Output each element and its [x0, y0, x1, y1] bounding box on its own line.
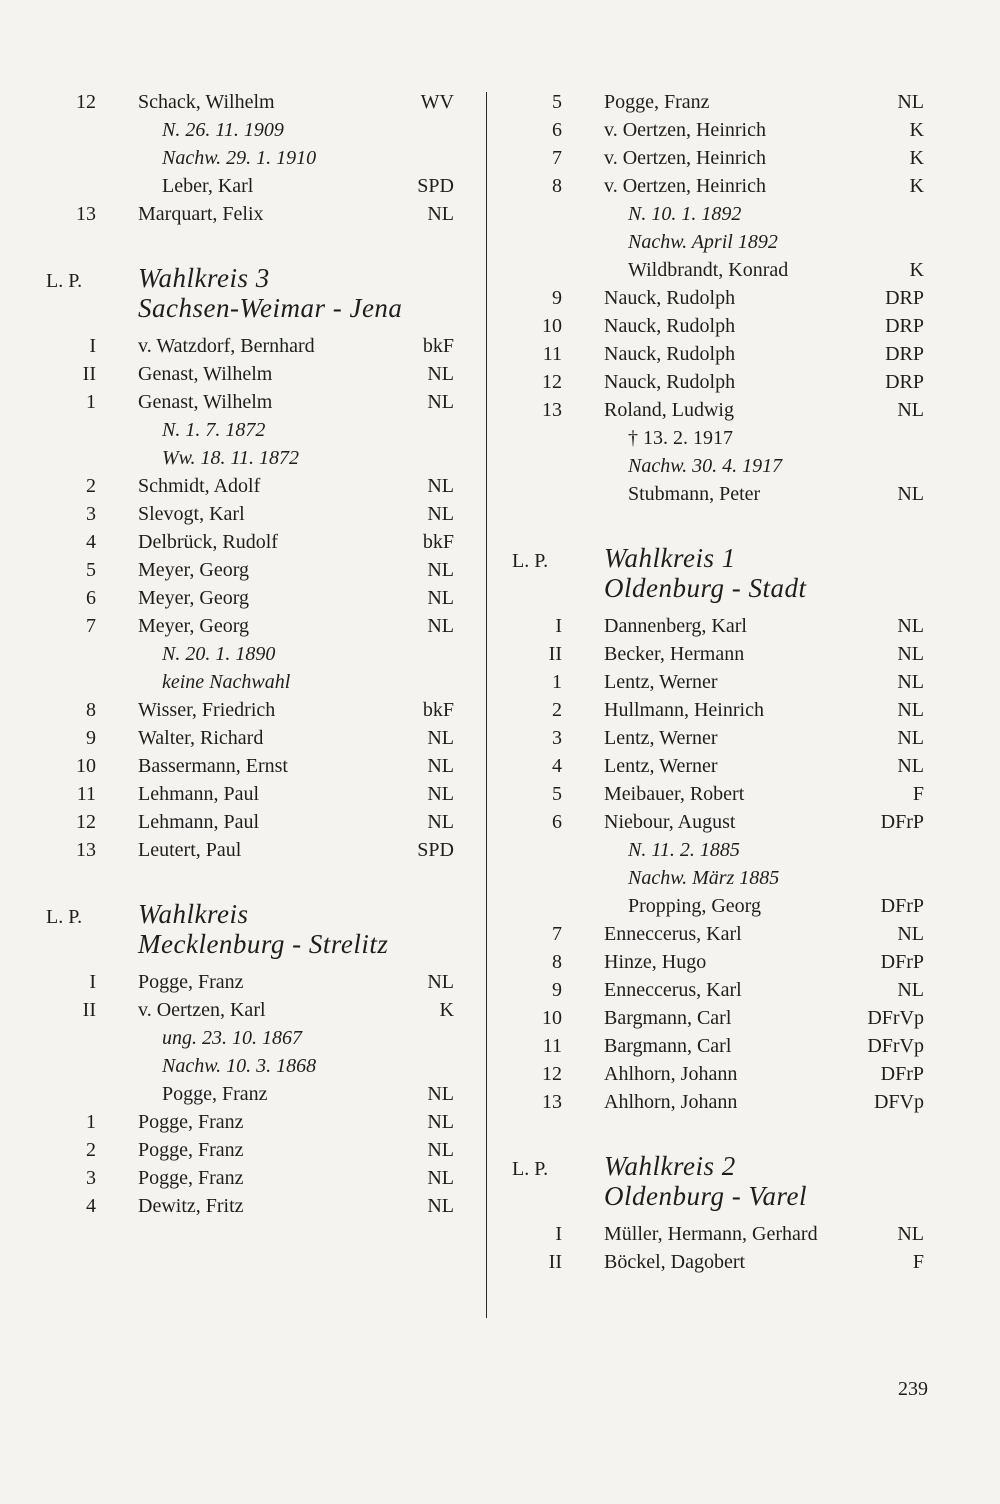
period-number: 2 [552, 699, 562, 721]
party-label: K [439, 999, 454, 1021]
period-number: 12 [542, 1063, 562, 1085]
table-row [40, 968, 470, 996]
period-number: 9 [552, 979, 562, 1001]
period-number: 4 [86, 531, 96, 553]
member-name: Lentz, Werner [604, 727, 718, 749]
member-name: Pogge, Franz [162, 1083, 268, 1105]
note-text: Nachw. 30. 4. 1917 [628, 455, 783, 477]
period-number: 6 [86, 587, 96, 609]
table-row [40, 752, 470, 780]
member-name: v. Oertzen, Heinrich [604, 119, 766, 141]
member-name: Meyer, Georg [138, 559, 250, 581]
period-number: 5 [86, 559, 96, 581]
member-name: Walter, Richard [138, 727, 264, 749]
party-label: F [912, 783, 924, 805]
right-column [506, 88, 936, 1276]
party-label: bkF [422, 335, 454, 357]
member-name: Hinze, Hugo [604, 951, 707, 973]
period-number: 8 [552, 951, 562, 973]
party-label: WV [420, 91, 454, 113]
constituency-region: Mecklenburg - Strelitz [138, 929, 389, 959]
constituency-title: Wahlkreis 1 [604, 543, 736, 573]
table-row [506, 1220, 936, 1248]
period-number: I [89, 971, 96, 993]
period-number: 10 [76, 755, 96, 777]
member-name: Nauck, Rudolph [604, 371, 736, 393]
table-row [506, 480, 936, 508]
table-row [506, 284, 936, 312]
period-number: I [89, 335, 96, 357]
table-row [40, 584, 470, 612]
period-number: 5 [552, 783, 562, 805]
member-name: Slevogt, Karl [138, 503, 245, 525]
member-name: Lehmann, Paul [138, 783, 260, 805]
member-name: Meibauer, Robert [604, 783, 745, 805]
period-number: II [82, 999, 96, 1021]
table-row [40, 1080, 470, 1108]
period-number: 12 [76, 91, 96, 113]
member-name: Leutert, Paul [138, 839, 242, 861]
period-number: 9 [552, 287, 562, 309]
member-name: Marquart, Felix [138, 203, 264, 225]
note-text: N. 10. 1. 1892 [628, 203, 742, 225]
party-label: NL [427, 1083, 454, 1105]
period-number: I [555, 615, 562, 637]
party-label: DFrVp [867, 1007, 924, 1029]
table-row [506, 424, 936, 452]
party-label: DFrP [880, 895, 924, 917]
period-number: 9 [86, 727, 96, 749]
period-number: 8 [86, 699, 96, 721]
period-number: 3 [552, 727, 562, 749]
party-label: NL [897, 91, 924, 113]
member-name: Enneccerus, Karl [604, 923, 742, 945]
party-label: NL [427, 971, 454, 993]
member-name: Hullmann, Heinrich [604, 699, 764, 721]
spacer [506, 508, 936, 536]
member-name: Genast, Wilhelm [138, 363, 273, 385]
table-row [506, 116, 936, 144]
member-name: Wildbrandt, Konrad [628, 259, 789, 281]
table-row [40, 1192, 470, 1220]
member-name: Dannenberg, Karl [604, 615, 747, 637]
party-label: NL [427, 363, 454, 385]
period-number: 10 [542, 315, 562, 337]
party-label: NL [897, 699, 924, 721]
table-row [40, 612, 470, 640]
member-name: Stubmann, Peter [628, 483, 761, 505]
table-row [40, 1164, 470, 1192]
table-row [40, 200, 470, 228]
table-row [40, 780, 470, 808]
member-name: Pogge, Franz [138, 971, 244, 993]
member-name: Meyer, Georg [138, 587, 250, 609]
table-row [506, 892, 936, 920]
table-row [40, 1108, 470, 1136]
table-row [506, 256, 936, 284]
member-name: v. Watzdorf, Bernhard [138, 335, 315, 357]
header-lp-label: L. P. [512, 550, 549, 572]
table-row [506, 948, 936, 976]
table-row [40, 360, 470, 388]
period-number: 12 [542, 371, 562, 393]
party-label: DFrVp [867, 1035, 924, 1057]
table-row [506, 976, 936, 1004]
member-name: Bassermann, Ernst [138, 755, 288, 777]
header-lp-label: L. P. [46, 906, 83, 928]
member-name: Nauck, Rudolph [604, 287, 736, 309]
member-name: Ahlhorn, Johann [604, 1063, 738, 1085]
member-name: Propping, Georg [628, 895, 761, 917]
period-number: 2 [86, 1139, 96, 1161]
party-label: DRP [885, 343, 924, 365]
party-label: NL [427, 203, 454, 225]
constituency-header [40, 900, 470, 960]
member-name: Delbrück, Rudolf [138, 531, 278, 553]
page-number: 239 [898, 1378, 928, 1400]
party-label: NL [897, 615, 924, 637]
member-name: Leber, Karl [162, 175, 254, 197]
table-row [40, 696, 470, 724]
table-row [40, 472, 470, 500]
member-name: Lentz, Werner [604, 755, 718, 777]
table-row [506, 836, 936, 864]
table-row [506, 1060, 936, 1088]
period-number: 12 [76, 811, 96, 833]
party-label: F [912, 1251, 924, 1273]
member-name: Böckel, Dagobert [604, 1251, 746, 1273]
period-number: 10 [542, 1007, 562, 1029]
table-row [506, 1248, 936, 1276]
party-label: NL [897, 979, 924, 1001]
period-number: 11 [76, 783, 96, 805]
party-label: NL [897, 643, 924, 665]
constituency-header [40, 264, 470, 324]
member-name: Müller, Hermann, Gerhard [604, 1223, 818, 1245]
party-label: NL [427, 475, 454, 497]
party-label: bkF [422, 531, 454, 553]
constituency-title: Wahlkreis [138, 899, 249, 929]
party-label: NL [897, 923, 924, 945]
table-row [506, 144, 936, 172]
member-name: Nauck, Rudolph [604, 315, 736, 337]
period-number: 8 [552, 175, 562, 197]
table-row [40, 668, 470, 696]
table-row [506, 640, 936, 668]
constituency-header [506, 1152, 936, 1212]
table-row [40, 836, 470, 864]
note-text: Nachw. 29. 1. 1910 [162, 147, 317, 169]
table-row [40, 88, 470, 116]
party-label: NL [897, 671, 924, 693]
constituency-header [506, 544, 936, 604]
table-row [506, 368, 936, 396]
period-number: 11 [542, 343, 562, 365]
member-name: Pogge, Franz [138, 1139, 244, 1161]
spacer [40, 864, 470, 892]
party-label: SPD [417, 175, 454, 197]
member-name: Dewitz, Fritz [138, 1195, 244, 1217]
party-label: DRP [885, 287, 924, 309]
table-row [506, 612, 936, 640]
party-label: DRP [885, 315, 924, 337]
period-number: 6 [552, 119, 562, 141]
constituency-title: Wahlkreis 2 [604, 1151, 736, 1181]
member-name: v. Oertzen, Heinrich [604, 175, 766, 197]
period-number: 4 [86, 1195, 96, 1217]
party-label: NL [427, 811, 454, 833]
member-name: Bargmann, Carl [604, 1035, 732, 1057]
table-row [506, 920, 936, 948]
note-text: N. 11. 2. 1885 [628, 839, 740, 861]
party-label: DFVp [873, 1091, 924, 1113]
period-number: 7 [552, 923, 562, 945]
table-row [506, 312, 936, 340]
period-number: II [548, 643, 562, 665]
member-name: Lehmann, Paul [138, 811, 260, 833]
period-number: 1 [86, 391, 96, 413]
party-label: NL [427, 1195, 454, 1217]
period-number: 13 [76, 839, 96, 861]
party-label: NL [427, 1139, 454, 1161]
member-name: v. Oertzen, Karl [138, 999, 266, 1021]
party-label: NL [897, 1223, 924, 1245]
table-row [40, 416, 470, 444]
table-row [506, 396, 936, 424]
party-label: NL [427, 503, 454, 525]
note-text: N. 26. 11. 1909 [162, 119, 284, 141]
table-row [506, 752, 936, 780]
note-text: N. 20. 1. 1890 [162, 643, 276, 665]
period-number: 13 [76, 203, 96, 225]
constituency-region: Oldenburg - Stadt [604, 573, 807, 603]
party-label: NL [427, 1111, 454, 1133]
note-text: Nachw. April 1892 [628, 231, 778, 253]
party-label: NL [427, 559, 454, 581]
table-row [40, 500, 470, 528]
member-name: Enneccerus, Karl [604, 979, 742, 1001]
party-label: NL [897, 755, 924, 777]
constituency-region: Oldenburg - Varel [604, 1181, 807, 1211]
table-row [40, 172, 470, 200]
spacer [40, 228, 470, 256]
member-name: † 13. 2. 1917 [628, 427, 733, 449]
member-name: Schack, Wilhelm [138, 91, 275, 113]
member-name: Bargmann, Carl [604, 1007, 732, 1029]
table-row [506, 724, 936, 752]
party-label: DRP [885, 371, 924, 393]
table-row [506, 452, 936, 480]
party-label: K [909, 259, 924, 281]
party-label: NL [427, 727, 454, 749]
party-label: DFrP [880, 811, 924, 833]
member-name: Pogge, Franz [138, 1111, 244, 1133]
period-number: 1 [86, 1111, 96, 1133]
party-label: DFrP [880, 1063, 924, 1085]
period-number: 1 [552, 671, 562, 693]
table-row [506, 780, 936, 808]
member-name: Lentz, Werner [604, 671, 718, 693]
table-row [506, 200, 936, 228]
period-number: 3 [86, 503, 96, 525]
table-row [40, 724, 470, 752]
table-row [506, 668, 936, 696]
table-row [40, 1052, 470, 1080]
member-name: Pogge, Franz [604, 91, 710, 113]
period-number: II [82, 363, 96, 385]
period-number: 3 [86, 1167, 96, 1189]
header-lp-label: L. P. [512, 1158, 549, 1180]
member-name: Roland, Ludwig [604, 399, 734, 421]
member-name: Meyer, Georg [138, 615, 250, 637]
party-label: bkF [422, 699, 454, 721]
spacer [506, 1116, 936, 1144]
table-row [40, 144, 470, 172]
period-number: 11 [542, 1035, 562, 1057]
table-row [40, 528, 470, 556]
header-lp-label: L. P. [46, 270, 83, 292]
period-number: 6 [552, 811, 562, 833]
party-label: NL [427, 615, 454, 637]
party-label: K [909, 147, 924, 169]
table-row [40, 1024, 470, 1052]
member-name: Niebour, August [604, 811, 736, 833]
member-name: Becker, Hermann [604, 643, 745, 665]
member-name: Pogge, Franz [138, 1167, 244, 1189]
table-row [40, 1136, 470, 1164]
period-number: 5 [552, 91, 562, 113]
period-number: I [555, 1223, 562, 1245]
party-label: DFrP [880, 951, 924, 973]
table-row [506, 228, 936, 256]
table-row [40, 640, 470, 668]
table-row [40, 808, 470, 836]
note-text: N. 1. 7. 1872 [162, 419, 266, 441]
table-row [40, 388, 470, 416]
table-row [40, 444, 470, 472]
period-number: 13 [542, 399, 562, 421]
table-row [506, 864, 936, 892]
period-number: 13 [542, 1091, 562, 1113]
table-row [506, 696, 936, 724]
note-text: Nachw. 10. 3. 1868 [162, 1055, 317, 1077]
period-number: 7 [86, 615, 96, 637]
constituency-region: Sachsen-Weimar - Jena [138, 293, 403, 323]
table-row [506, 172, 936, 200]
period-number: 4 [552, 755, 562, 777]
note-text: Ww. 18. 11. 1872 [162, 447, 300, 469]
table-row [506, 340, 936, 368]
party-label: NL [897, 399, 924, 421]
period-number: 7 [552, 147, 562, 169]
table-row [506, 1004, 936, 1032]
member-name: Genast, Wilhelm [138, 391, 273, 413]
period-number: 2 [86, 475, 96, 497]
note-text: Nachw. März 1885 [628, 867, 780, 889]
table-row [40, 996, 470, 1024]
member-name: v. Oertzen, Heinrich [604, 147, 766, 169]
member-name: Ahlhorn, Johann [604, 1091, 738, 1113]
party-label: NL [897, 483, 924, 505]
party-label: SPD [417, 839, 454, 861]
table-row [506, 88, 936, 116]
member-name: Nauck, Rudolph [604, 343, 736, 365]
member-name: Schmidt, Adolf [138, 475, 261, 497]
party-label: K [909, 119, 924, 141]
party-label: K [909, 175, 924, 197]
left-column [40, 88, 470, 1220]
party-label: NL [427, 783, 454, 805]
party-label: NL [427, 755, 454, 777]
note-text: keine Nachwahl [162, 671, 291, 693]
table-row [506, 808, 936, 836]
table-row [506, 1088, 936, 1116]
party-label: NL [897, 727, 924, 749]
period-number: II [548, 1251, 562, 1273]
constituency-title: Wahlkreis 3 [138, 263, 270, 293]
party-label: NL [427, 1167, 454, 1189]
party-label: NL [427, 587, 454, 609]
table-row [40, 556, 470, 584]
table-row [506, 1032, 936, 1060]
column-divider [486, 92, 487, 1318]
note-text: ung. 23. 10. 1867 [162, 1027, 302, 1049]
member-name: Wisser, Friedrich [138, 699, 276, 721]
table-row [40, 116, 470, 144]
party-label: NL [427, 391, 454, 413]
table-row [40, 332, 470, 360]
